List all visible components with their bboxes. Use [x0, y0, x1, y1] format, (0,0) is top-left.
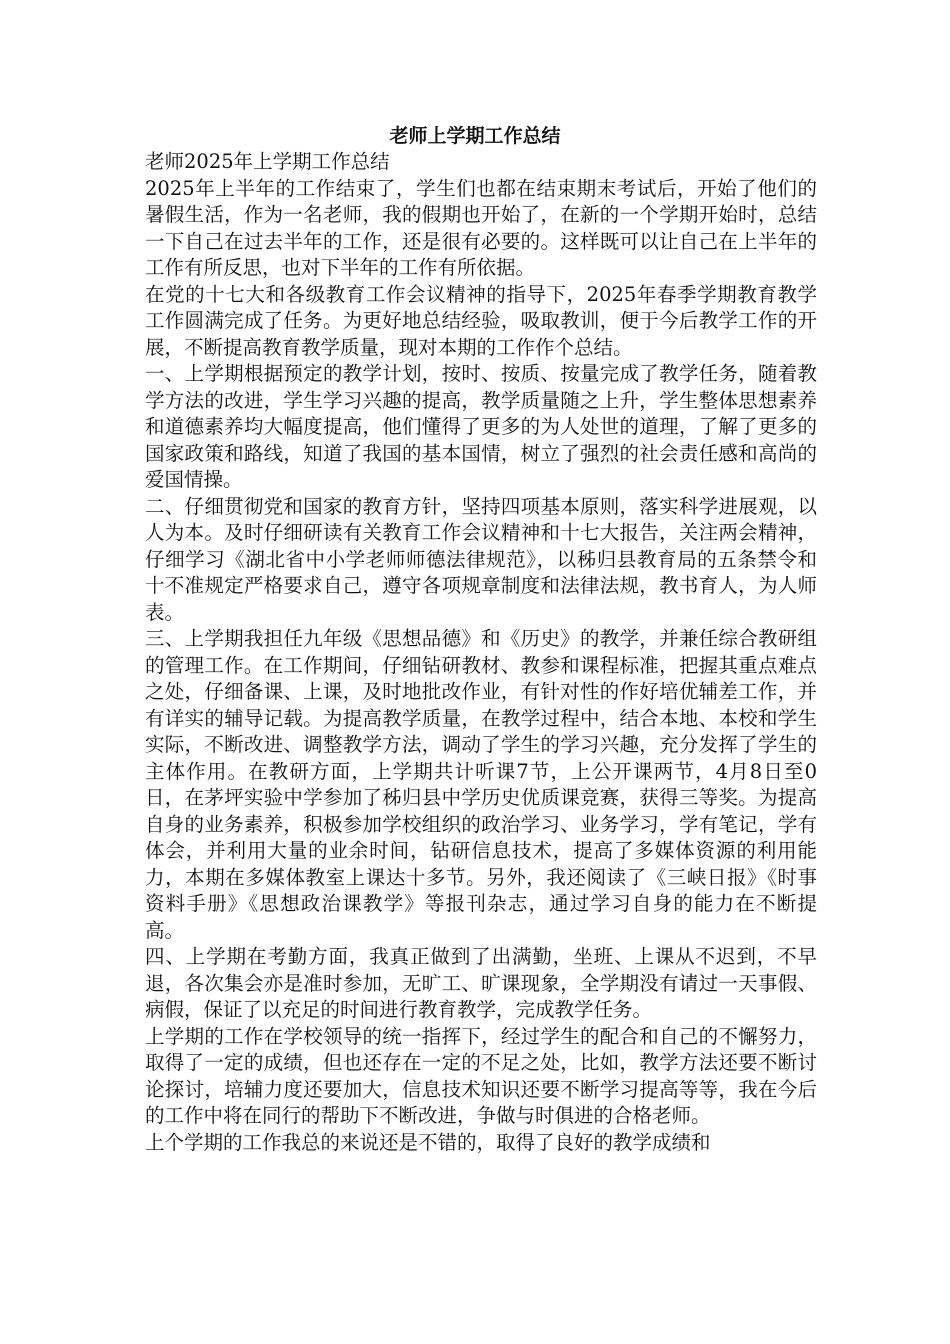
- paragraph-section-2: 二、仔细贯彻党和国家的教育方针，坚持四项基本原则，落实科学进展观，以人为本。及时仔细研读有关教育工作会议精神和十七大报告，关注两会精神，仔细学习《湖北省中小学老师师德法律规范》，以秭归县教育局的五条禁令和十不准规定严格要求自己，遵守各项规章制度和法律法规，教书育人，为人师表。: [145, 494, 817, 624]
- paragraph-section-1: 一、上学期根据预定的教学计划，按时、按质、按量完成了教学任务，随着教学方法的改进，学生学习兴趣的提高，教学质量随之上升，学生整体思想素养和道德素养均大幅度提高，他们懂得了更多的为人处世的道理，了解了更多的国家政策和路线，知道了我国的基本国情，树立了强烈的社会责任感和高尚的爱国情操。: [145, 362, 817, 491]
- document-subtitle: 老师2025年上学期工作总结: [145, 150, 390, 173]
- document-title: 老师上学期工作总结: [389, 125, 561, 147]
- paragraph-closing: 上个学期的工作我总的来说还是不错的，取得了良好的教学成绩和: [145, 1130, 711, 1154]
- paragraph-intro: 2025年上半年的工作结束了，学生们也都在结束期末考试后，开始了他们的暑假生活，作为一名老师，我的假期也开始了，在新的一个学期开始时，总结一下自己在过去半年的工作，还是很有必要的。这样既可以让自己在上半年的工作有所反思，也对下半年的工作有所依据。: [145, 176, 817, 279]
- paragraph-section-4: 四、上学期在考勤方面，我真正做到了出满勤，坐班、上课从不迟到，不早退，各次集会亦是准时参加，无旷工、旷课现象，全学期没有请过一天事假、病假，保证了以充足的时间进行教育教学，完成教学任务。: [145, 945, 817, 1021]
- paragraph-section-3: 三、上学期我担任九年级《思想品德》和《历史》的教学，并兼任综合教研组的管理工作。在工作期间，仔细钻研教材、教参和课程标准，把握其重点难点之处，仔细备课、上课，及时地批改作业，有针对性的作好培优辅差工作，并有详实的辅导记载。为提高教学质量，在教学过程中，结合本地、本校和学生实际，不断改进、调整教学方法，调动了学生的学习兴趣，充分发挥了学生的主体作用。在教研方面，上学期共计听课7节，上公开课两节，4月8日至0日，在茅坪实验中学参加了秭归县中学历史优质课竞赛，获得三等奖。为提高自身的业务素养，积极参加学校组织的政治学习、业务学习，学有笔记，学有体会，并利用大量的业余时间，钻研信息技术，提高了多媒体资源的利用能力，本期在多媒体教室上课达十多节。另外，我还阅读了《三峡日报》《时事资料手册》《思想政治课教学》等报刊杂志，通过学习自身的能力在不断提高。: [145, 627, 817, 942]
- paragraph-guidance: 在党的十七大和各级教育工作会议精神的指导下，2025年春季学期教育教学工作圆满完成了任务。为更好地总结经验，吸取教训，便于今后教学工作的开展，不断提高教育教学质量，现对本期的工作作个总结。: [145, 282, 817, 359]
- document-body: [145, 149, 817, 1156]
- paragraph-conclusion: 上学期的工作在学校领导的统一指挥下，经过学生的配合和自己的不懈努力，取得了一定的成绩，但也还存在一定的不足之处，比如，教学方法还要不断讨论探讨，培辅力度还要加大，信息技术知识还要不断学习提高等等，我在今后的工作中将在同行的帮助下不断改进，争做与时俱进的合格老师。: [145, 1024, 817, 1127]
